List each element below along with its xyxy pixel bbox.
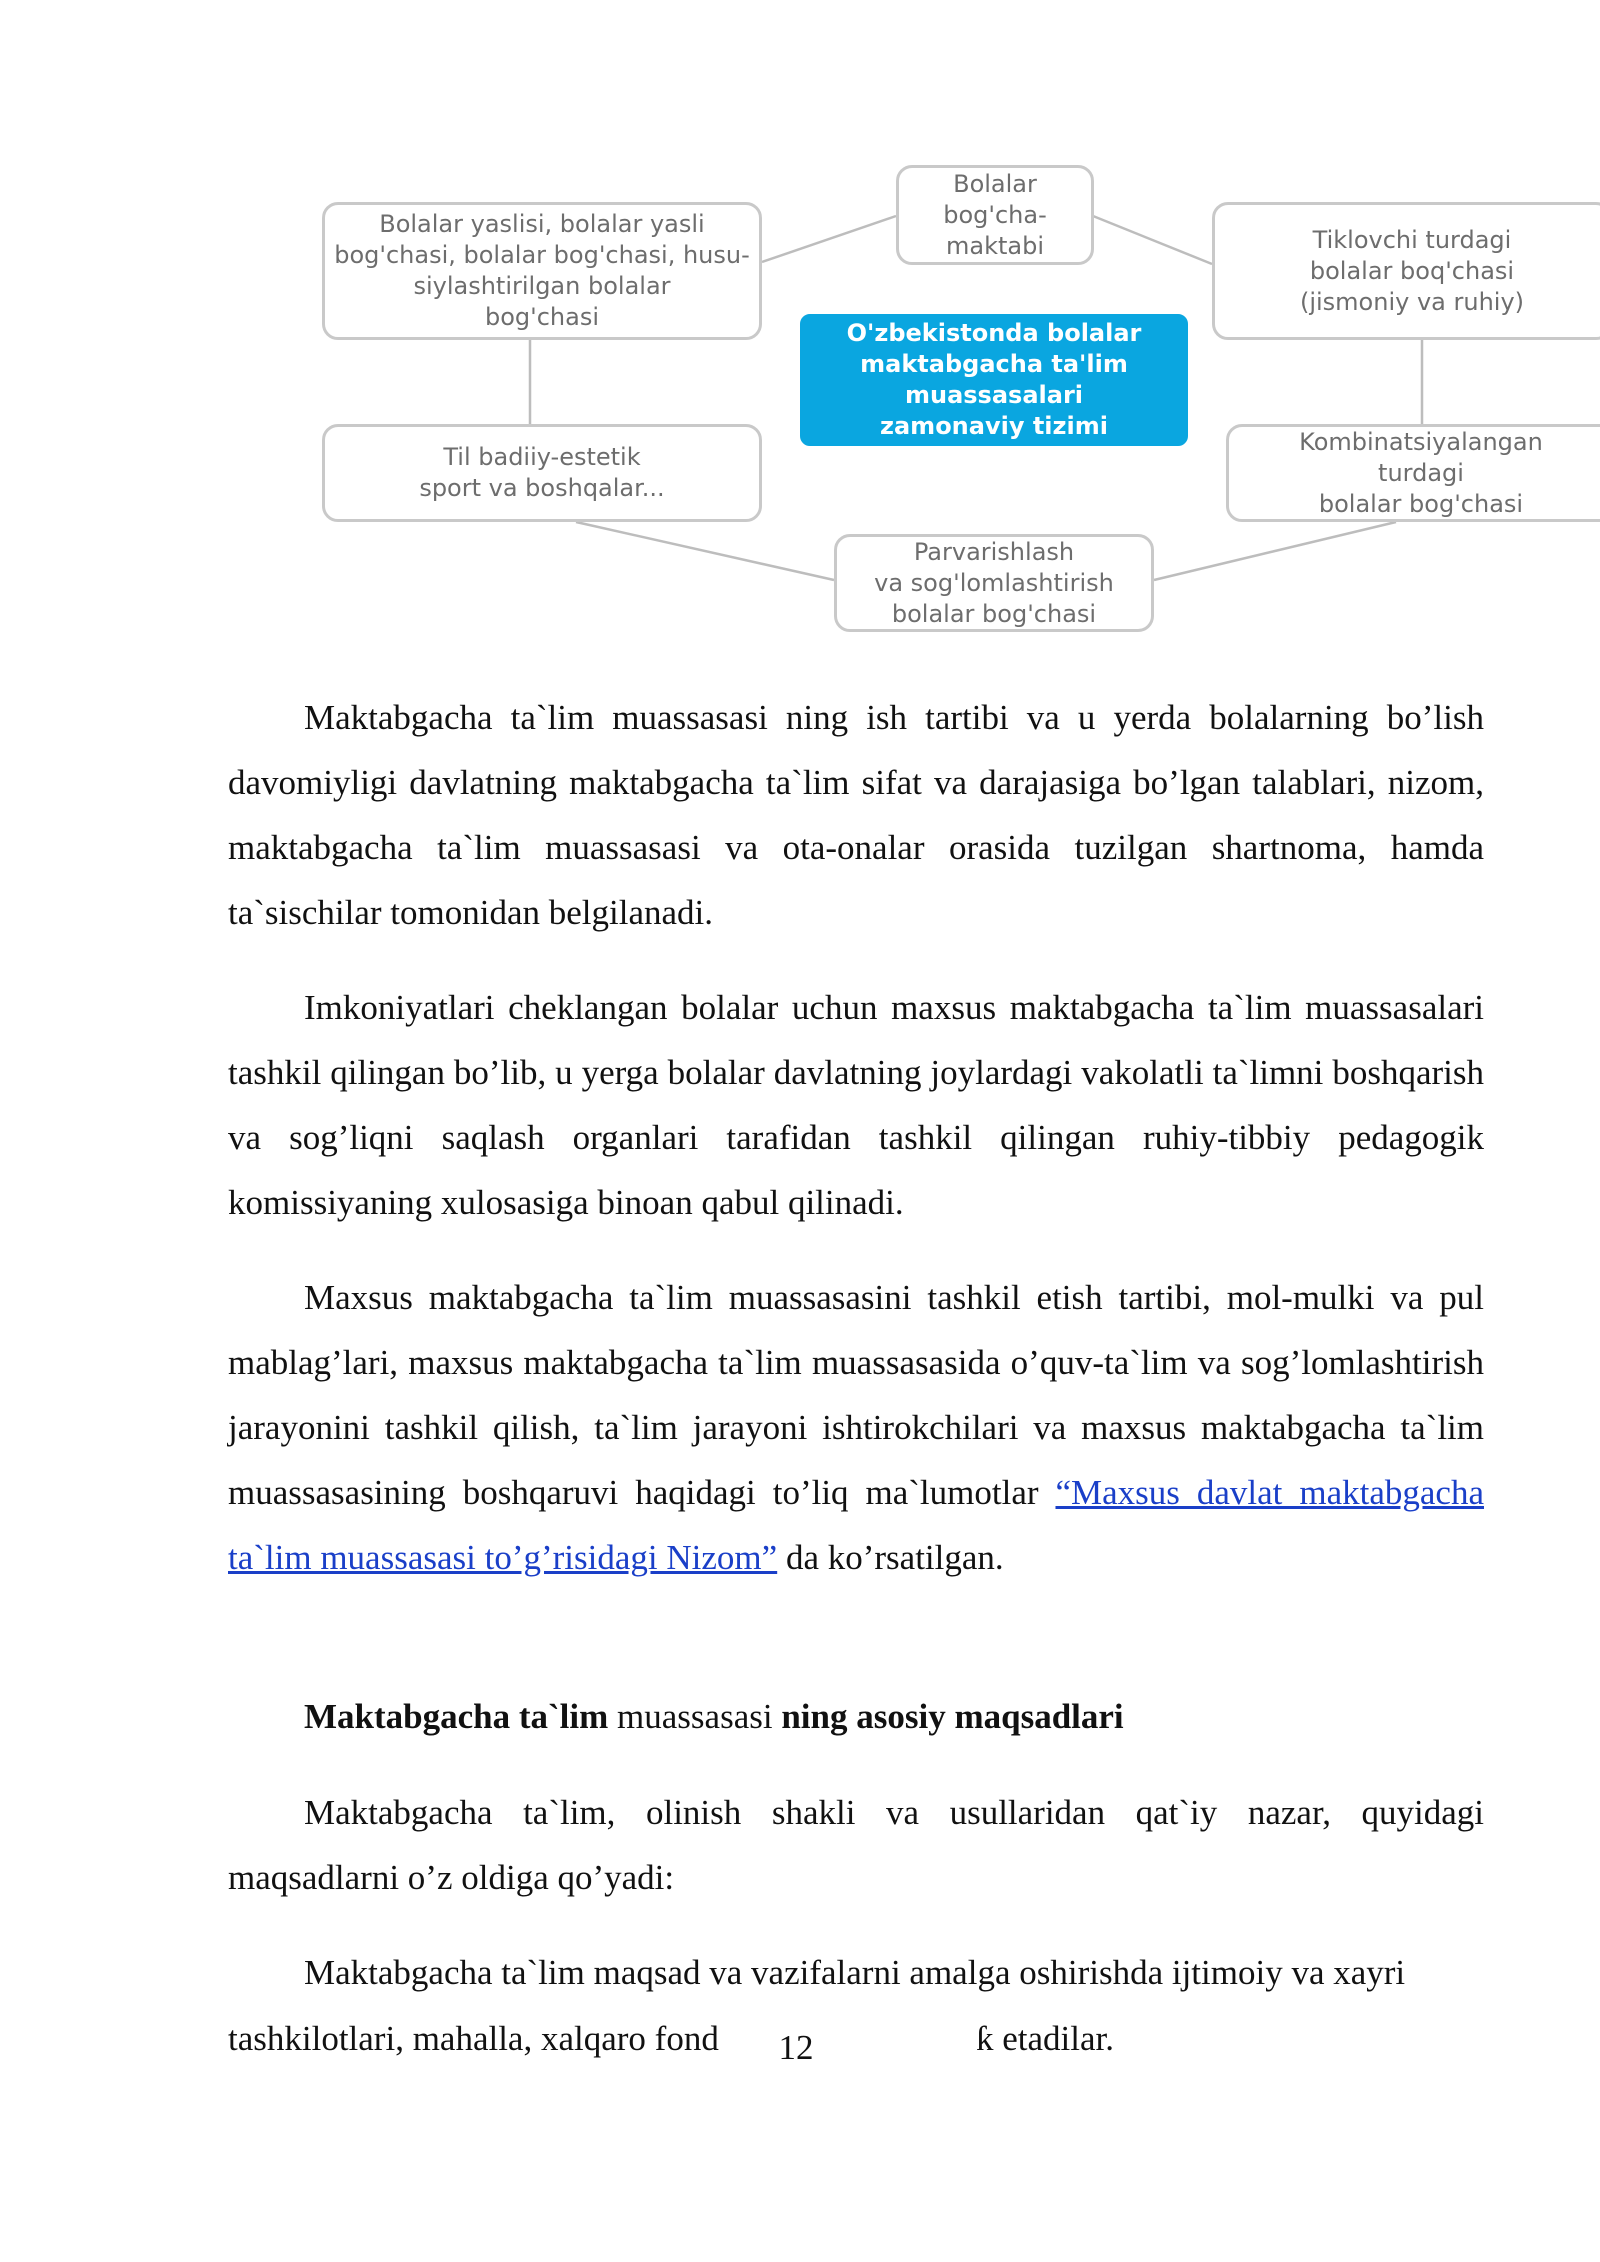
paragraph-4: [228, 1780, 1484, 1910]
nizom-link[interactable]: “Maxsus davlat maktabgacha ta`lim muassasasi to’g’risidagi Nizom”: [228, 1473, 1484, 1577]
node-bottom: Parvarishlash va sog'lomlashtirish bolalar bog'chasi: [834, 534, 1154, 632]
node-mid-right: Kombinatsiyalangan turdagi bolalar bog'chasi: [1226, 424, 1600, 522]
heading-bold-1: Maktabgacha ta`lim: [304, 1697, 609, 1736]
connector-midleft-bottom: [576, 522, 834, 580]
node-top-left: Bolalar yaslisi, bolalar yasli bog'chasi, bolalar bog'chasi, husu- siylashtirilgan bolalar bog'chasi: [322, 202, 762, 340]
connector-bottom-midright: [1154, 522, 1396, 580]
kindergarten-types-diagram: [0, 0, 1600, 650]
paragraph-5: [228, 1940, 1484, 2005]
paragraph-4-text: Maktabgacha ta`lim, olinish shakli va usullaridan qat`iy nazar, quyidagi maqsadlarni o’z oldiga qo’yadi:: [228, 1793, 1484, 1897]
connector-topleft-top: [762, 216, 896, 262]
connector-top-topright: [1093, 216, 1212, 264]
paragraph-2: [228, 975, 1484, 1235]
node-mid-left: Til badiiy-estetik sport va boshqalar...: [322, 424, 762, 522]
paragraph-2-text: Imkoniyatlari cheklangan bolalar uchun maxsus maktabgacha ta`lim muassasalari tashkil qilingan bo’lib, u yerga bolalar davlatning joylardagi vakolatli ta`limni boshqarish va sog’liqni saqlash organlari tarafidan tashkil qilingan ruhiy-tibbiy pedagogik komissiyaning xulosasiga binoan qabul qilinadi.: [228, 988, 1484, 1222]
node-top: Bolalar bog'cha- maktabi: [896, 165, 1094, 265]
paragraph-5-line-2-end: [976, 2006, 1114, 2071]
paragraph-3: [228, 1265, 1484, 1590]
paragraph-5-line-1: Maktabgacha ta`lim maqsad va vazifalarni amalga oshirishda ijtimoiy va xayri: [304, 1953, 1406, 1992]
node-center: O'zbekistonda bolalar maktabgacha ta'lim muassasalari zamonaviy tizimi: [800, 314, 1188, 446]
paragraph-5-line-2: [228, 2006, 719, 2071]
page-number: 12: [776, 2026, 816, 2070]
paragraph-1-text: Maktabgacha ta`lim muassasasi ning ish tartibi va u yerda bolalarning bo’lish davomiyligi davlatning maktabgacha ta`lim sifat va darajasiga bo’lgan talablari, nizom, maktabgacha ta`lim muassasasi va ota-onalar orasida tuzilgan shartnoma, hamda ta`sischilar tomonidan belgilanadi.: [228, 698, 1484, 932]
section-heading: [304, 1684, 1124, 1749]
heading-bold-2: ning asosiy maqsadlari: [781, 1697, 1124, 1736]
paragraph-3-text: Maxsus maktabgacha ta`lim muassasasini tashkil etish tartibi, mol-mulki va pul mablag’lari, maxsus maktabgacha ta`lim muassasasida o’quv-ta`lim va sog’lomlashtirish jarayonini tashkil qilish, ta`lim jarayoni ishtirokchilari va maxsus maktabgacha ta`lim muassasasining boshqaruvi haqidagi to’liq ma`lumotlar: [228, 1278, 1484, 1512]
paragraph-1: [228, 685, 1484, 945]
node-top-right: Tiklovchi turdagi bolalar boq'chasi (jismoniy va ruhiy): [1212, 202, 1600, 340]
paragraph-5-line-2-end-text: ƙ etadilar.: [976, 2019, 1115, 2058]
paragraph-3-tail: da ko’rsatilgan.: [777, 1538, 1004, 1577]
heading-normal: muassasasi: [608, 1697, 782, 1736]
paragraph-5-line-2-start: tashkilotlari, mahalla, xalqaro fond: [228, 2019, 719, 2058]
